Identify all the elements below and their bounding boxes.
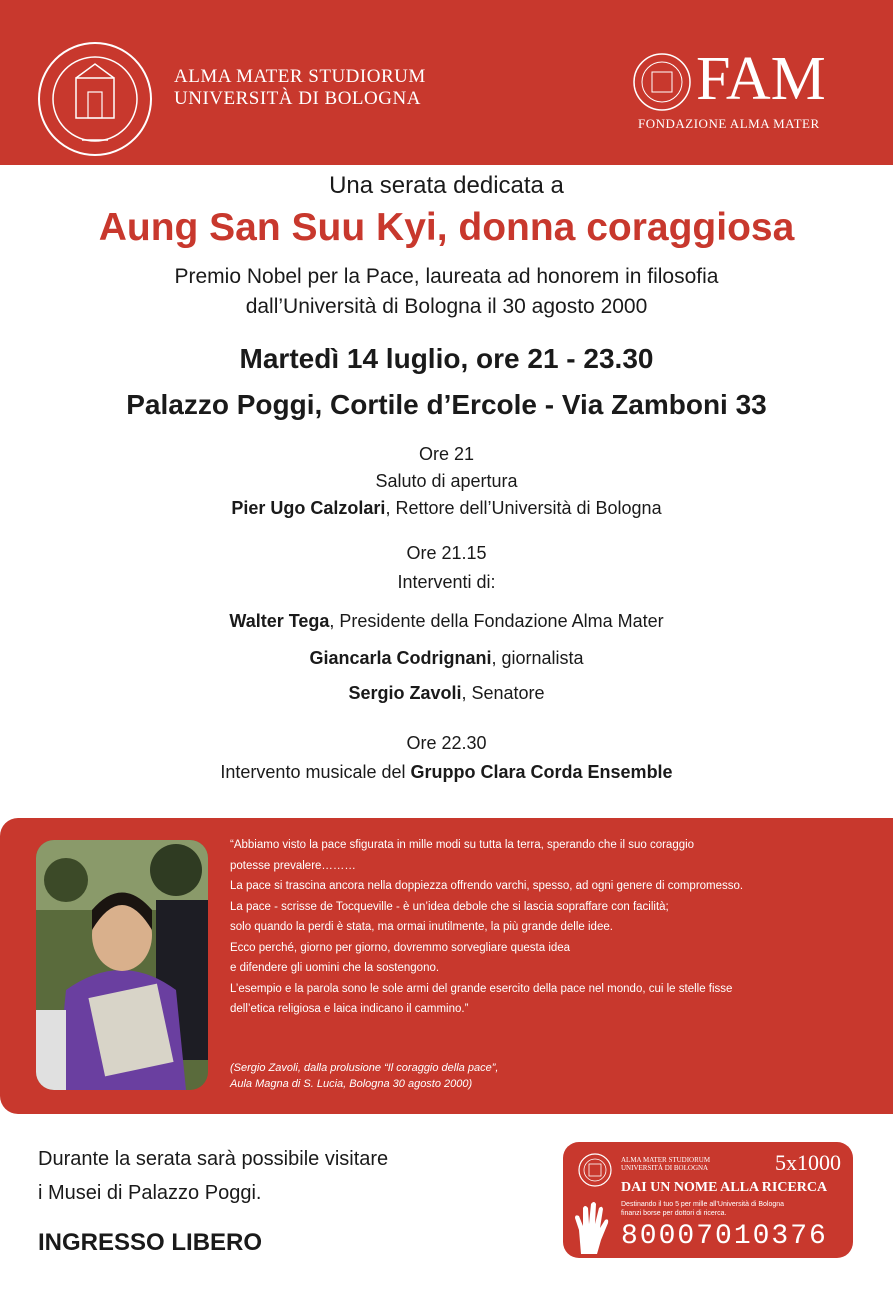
speaker-2-role: , Presidente della Fondazione Alma Mater: [329, 611, 664, 631]
speaker-1-name: Pier Ugo Calzolari: [231, 498, 386, 518]
event-subtitle-line2: dall’Università di Bologna il 30 agosto 2000: [245, 295, 648, 318]
program-interventions: Interventi di:: [397, 572, 496, 592]
event-title: Aung San Suu Kyi, donna coraggiosa: [98, 206, 795, 249]
speaker-4-role: , Senatore: [461, 683, 545, 703]
speaker-1-role: , Rettore dell’Università di Bologna: [385, 498, 662, 518]
event-location: Palazzo Poggi, Cortile d’Ercole - Via Zamboni 33: [126, 389, 767, 420]
university-name: [174, 66, 426, 110]
quote-line: La pace - scrisse de Tocqueville - è un’idea debole che si lascia sopraffare con facilità;: [230, 900, 669, 913]
quote-line: solo quando la perdi è stata, ma ormai inutilmente, la più grande delle idee.: [230, 921, 613, 933]
quote-line: dell’etica religiosa e laica indicano il cammino.”: [230, 1003, 469, 1015]
fam-title: FAM: [696, 45, 826, 113]
portrait-photo-image: [36, 840, 208, 1090]
ad-note-line2: finanzi borse per dottori di ricerca.: [621, 1210, 727, 1217]
donation-banner: [563, 1142, 853, 1258]
citation-line1: (Sergio Zavoli, dalla prolusione “Il coraggio della pace”,: [230, 1062, 499, 1074]
university-name-line2: UNIVERSITÀ DI BOLOGNA: [174, 88, 421, 109]
quote-line: e difendere gli uomini che la sostengono.: [230, 962, 440, 974]
program-speaker-4: [0, 683, 893, 704]
museum-visit-line2: i Musei di Palazzo Poggi.: [38, 1182, 262, 1204]
museum-visit-line1: Durante la serata sarà possibile visitare: [38, 1148, 389, 1170]
speaker-2-name: Walter Tega: [229, 611, 330, 631]
ad-slogan: DAI UN NOME ALLA RICERCA: [621, 1180, 828, 1195]
quote-line: L’esempio e la parola sono le sole armi del grande esercito della pace nel mondo, cui le stelle fisse: [230, 982, 733, 995]
quote-line: “Abbiamo visto la pace sfigurata in mille modi su tutta la terra, sperando che il suo coraggio: [230, 839, 695, 851]
ad-org-line1: ALMA MATER STUDIORUM: [621, 1156, 711, 1164]
portrait-photo: [36, 840, 208, 1090]
speaker-3-name: Giancarla Codrignani: [309, 648, 492, 668]
fam-subtitle: FONDAZIONE ALMA MATER: [638, 116, 820, 131]
program-time-1: Ore 21: [418, 444, 475, 464]
speaker-4-name: Sergio Zavoli: [348, 683, 462, 703]
header-banner: [0, 0, 893, 165]
citation-line2: Aula Magna di S. Lucia, Bologna 30 agosto 2000): [230, 1078, 473, 1090]
fam-logo: [632, 45, 862, 132]
quote-citation: [230, 1060, 860, 1092]
speaker-3-role: , giornalista: [491, 648, 584, 668]
program-opening: Saluto di apertura: [375, 471, 518, 491]
five-per-thousand-label: 5x1000: [775, 1150, 841, 1175]
event-intro: Una serata dedicata a: [329, 172, 564, 199]
university-name-line1: ALMA MATER STUDIORUM: [174, 66, 426, 87]
event-date-time: Martedì 14 luglio, ore 21 - 23.30: [239, 343, 654, 374]
program-time-3: Ore 22.30: [406, 733, 487, 753]
quote-text: [230, 835, 860, 1020]
quote-line: potesse prevalere………: [230, 859, 356, 872]
ad-phone-number: 80007010376: [621, 1221, 828, 1252]
ad-org-name: [621, 1156, 710, 1172]
music-prefix: Intervento musicale del: [220, 762, 411, 782]
raised-hand-icon: [567, 1200, 615, 1256]
program-speaker-1: [0, 498, 893, 519]
ad-note: [621, 1200, 846, 1218]
quote-line: La pace si trascina ancora nella doppiezza offrendo varchi, spesso, ad ogni genere di compromesso.: [230, 880, 744, 892]
fam-seal-icon: [632, 52, 692, 112]
program-music: [0, 762, 893, 783]
program-speaker-2: [0, 611, 893, 632]
event-subtitle-line1: Premio Nobel per la Pace, laureata ad honorem in filosofia: [174, 265, 719, 288]
quote-line: Ecco perché, giorno per giorno, dovremmo sorvegliare questa idea: [230, 941, 571, 954]
music-group: Gruppo Clara Corda Ensemble: [410, 762, 673, 782]
university-seal-icon: [36, 40, 154, 158]
free-entry-label: INGRESSO LIBERO: [38, 1229, 263, 1256]
university-seal-small-icon: [577, 1152, 613, 1188]
program-time-2: Ore 21.15: [406, 543, 487, 563]
program-speaker-3: [0, 648, 893, 669]
ad-org-line2: UNIVERSITÀ DI BOLOGNA: [621, 1164, 709, 1172]
ad-note-line1: Destinando il tuo 5 per mille all’Università di Bologna: [621, 1201, 785, 1208]
